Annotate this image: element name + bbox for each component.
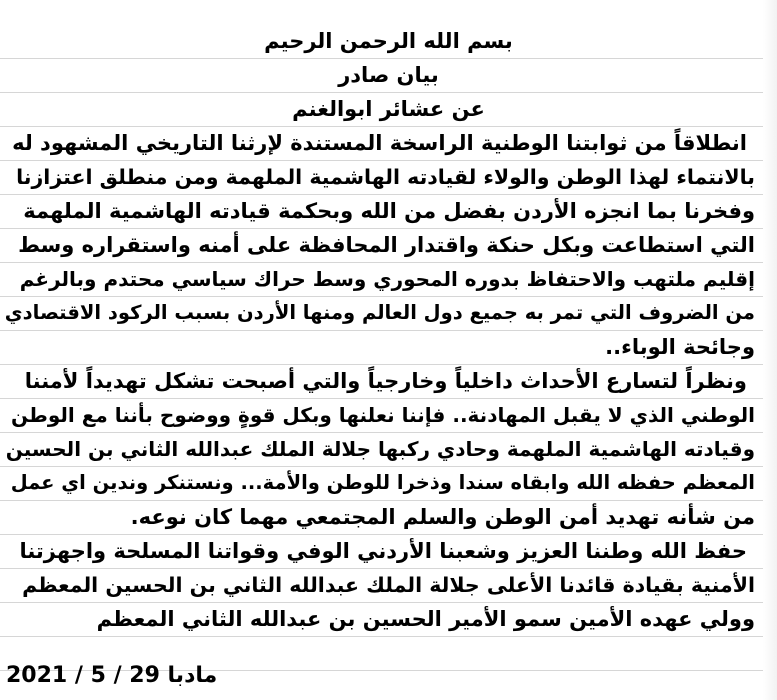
statement-title: بيان صادر [338,63,439,87]
paragraph-2-line: من شأنه تهديد أمن الوطن والسلم المجتمعي مهما كان نوعه. [130,505,755,529]
basmala: بسم الله الرحمن الرحيم [264,29,513,53]
paragraph-2-line: ونظراً لتسارع الأحداث داخلياً وخارجياً والتي أصبحت تشكل تهديداً لأمننا [24,369,747,393]
paragraph-3-line: الأمنية بقيادة قائدنا الأعلى جلالة الملك عبدالله الثاني بن الحسين المعظم [22,573,755,597]
paragraph-3-line: وولي عهده الأمين سمو الأمير الحسين بن عبدالله الثاني المعظم [96,607,755,631]
paragraph-1-line: وجائحة الوباء.. [605,335,755,359]
place-date: مادبا 29 / 5 / 2021 [6,663,218,688]
paragraph-1-line: انطلاقاً من ثوابتنا الوطنية الراسخة المستندة لإرثنا التاريخي المشهود له [12,131,747,155]
paragraph-1-line: من الضروف التي تمر به جميع دول العالم ومنها الأردن بسبب الركود الاقتصادي [4,301,755,324]
paragraph-2-line: وقيادته الهاشمية الملهمة وحادي ركبها جلالة الملك عبدالله الثاني بن الحسين [5,437,755,461]
paragraph-3-line: حفظ الله وطننا العزيز وشعبنا الأردني الوفي وقواتنا المسلحة واجهزتنا [19,539,747,563]
paragraph-2-line: الوطني الذي لا يقبل المهادنة.. فإننا نعلنها وبكل قوةٍ ووضوح بأننا مع الوطن [11,403,755,427]
ruled-line [0,636,777,637]
paragraph-1-line: التي استطاعت وبكل حنكة واقتدار المحافظة على أمنه واستقراره وسط [18,233,755,257]
paragraph-2-line: المعظم حفظه الله وابقاه سندا وذخرا للوطن والأمة... ونستنكر وندين اي عمل [10,471,755,494]
page-edge [763,0,777,700]
paragraph-1-line: بالانتماء لهذا الوطن والولاء لقيادته الهاشمية الملهمة ومن منطلق اعتزازنا [16,165,755,189]
paragraph-1-line: إقليم ملتهب والاحتفاظ بدوره المحوري وسط حراك سياسي محتدم وبالرغم [19,267,755,291]
paragraph-1-line: وفخرنا بما انجزه الأردن بفضل من الله وبحكمة قيادته الهاشمية الملهمة [23,199,755,223]
statement-issuer: عن عشائر ابوالغنم [292,97,485,121]
